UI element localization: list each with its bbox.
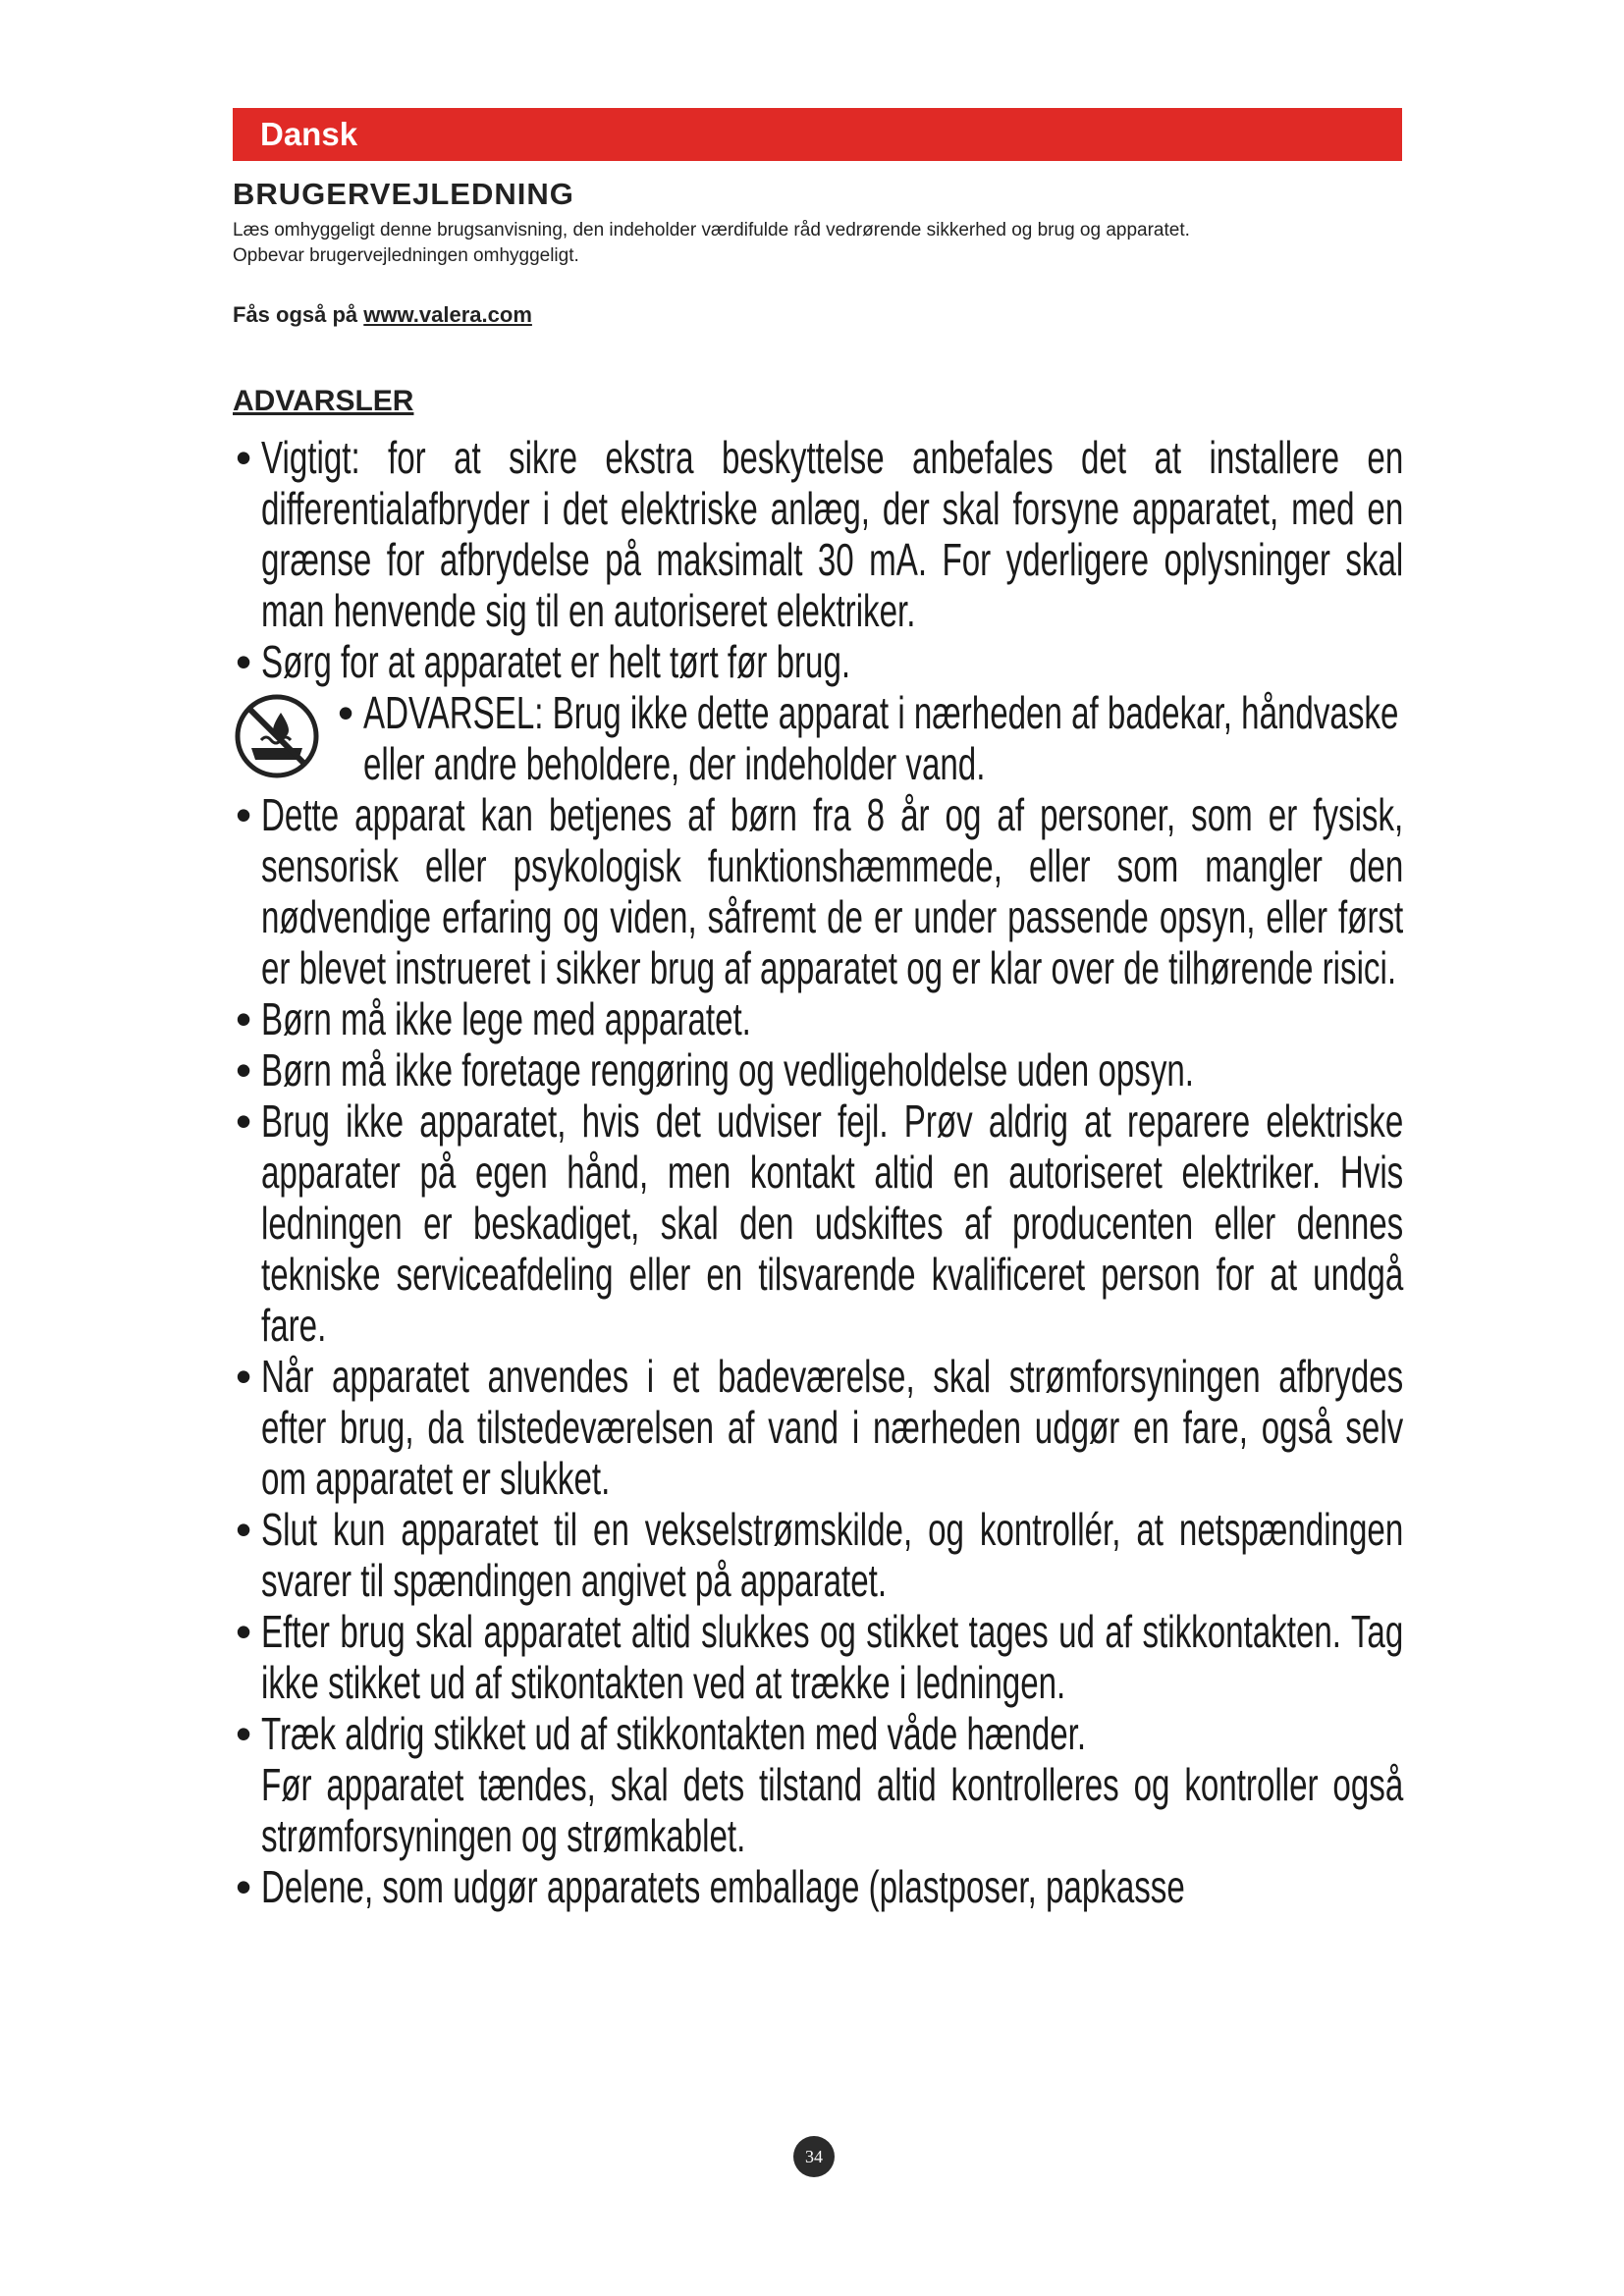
warning-item: • Når apparatet anvendes i et badeværelse, skal strømforsyningen afbrydes efter brug, da tilstedeværelsen af vand i nærheden udgør en fare, også selv om apparatet er slukket. bbox=[236, 1351, 1404, 1504]
warnings-heading: ADVARSLER bbox=[233, 385, 414, 417]
page-title: BRUGERVEJLEDNING bbox=[233, 177, 574, 211]
warning-item: • Dette apparat kan betjenes af børn fra 8 år og af personer, som er fysisk, sensorisk eller psykologisk funktionshæmmede, eller som mangler den nødvendige erfaring og viden, såfremt de er under passende opsyn, eller først er blevet instrueret i sikker brug af apparatet og er klar over de tilhørende risici. bbox=[236, 789, 1404, 993]
availability-label: Fås også på bbox=[233, 302, 358, 327]
no-water-warning-icon bbox=[232, 691, 322, 781]
warning-item: • Vigtigt: for at sikre ekstra beskyttelse anbefales det at installere en differentialafbryder i det elektriske anlæg, der skal forsyne apparatet, med en grænse for afbrydelse på maksimalt 30 mA. For yderligere oplysninger skal man henvende sig til en autoriseret elektriker. bbox=[236, 432, 1404, 636]
warning-item-last: • Delene, som udgør apparatets emballage (plastposer, papkasse bbox=[236, 1861, 1185, 1912]
warning-item: • Efter brug skal apparatet altid slukkes og stikket tages ud af stikkontakten. Tag ikke stikket ud af stikontakten ved at trække i ledningen. bbox=[236, 1606, 1404, 1708]
warning-item-water: • ADVARSEL: Brug ikke dette apparat i nærheden af badekar, håndvaske eller andre beholdere, der indeholder vand. bbox=[236, 687, 1404, 789]
warnings-list bbox=[236, 432, 1404, 1912]
warning-item: • Sørg for at apparatet er helt tørt før brug. bbox=[236, 636, 851, 687]
page-number-badge: 34 bbox=[793, 2136, 835, 2177]
intro-line-2: Opbevar brugervejledningen omhyggeligt. bbox=[233, 245, 579, 266]
warning-item: • Brug ikke apparatet, hvis det udviser fejl. Prøv aldrig at reparere elektriske apparater på egen hånd, men kontakt altid en autoriseret elektriker. Hvis ledningen er beskadiget, skal den udskiftes af producenten eller dennes tekniske serviceafdeling eller en tilsvarende kvalificeret person for at undgå fare. bbox=[236, 1095, 1404, 1351]
warning-item: • Børn må ikke foretage rengøring og vedligeholdelse uden opsyn. bbox=[236, 1044, 1195, 1095]
language-banner bbox=[233, 108, 1402, 161]
warning-item: • Børn må ikke lege med apparatet. bbox=[236, 993, 751, 1044]
warning-item: • Slut kun apparatet til en vekselstrømskilde, og kontrollér, at netspændingen svarer til spændingen angivet på apparatet. bbox=[236, 1504, 1404, 1606]
availability-line bbox=[233, 302, 532, 328]
website-link[interactable]: www.valera.com bbox=[363, 302, 532, 327]
language-label: Dansk bbox=[260, 116, 358, 152]
intro-line-1: Læs omhyggeligt denne brugsanvisning, den indeholder værdifulde råd vedrørende sikkerhed og brug og apparatet. bbox=[233, 220, 1190, 240]
intro-text bbox=[233, 218, 1411, 269]
warning-extra-paragraph: Før apparatet tændes, skal dets tilstand altid kontrolleres og kontroller også strømforsyningen og strømkablet. bbox=[261, 1759, 1404, 1861]
warning-item: • Træk aldrig stikket ud af stikkontakten med våde hænder. bbox=[236, 1708, 1087, 1759]
